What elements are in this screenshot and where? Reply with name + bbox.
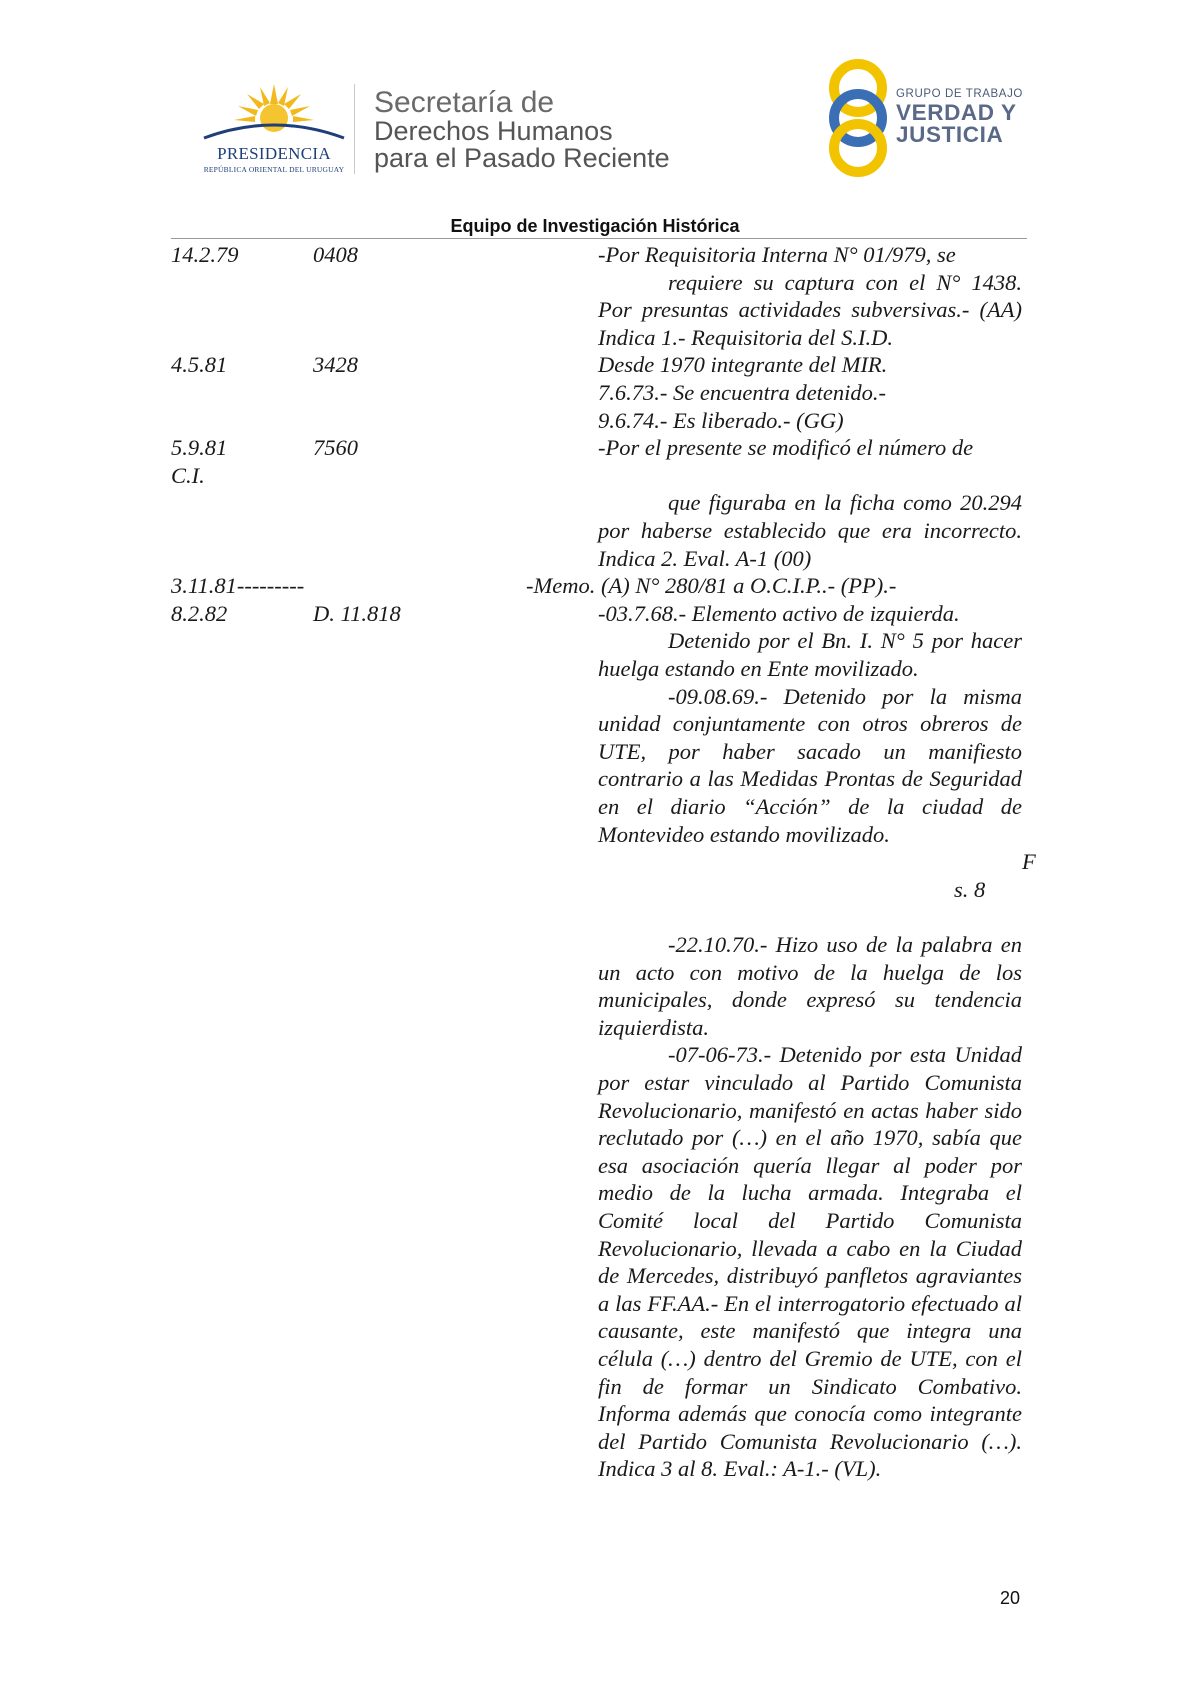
- secretaria-line-1: Secretaría de: [374, 86, 555, 119]
- record-date: 3.11.81---------: [171, 573, 305, 599]
- record-description-wrap: C.I.: [171, 462, 205, 488]
- record-date: 4.5.81: [171, 352, 228, 378]
- record-description-first-line: -Por Requisitoria Interna N° 01/979, se: [598, 242, 956, 267]
- record-number: 0408: [313, 242, 358, 267]
- record-number: D. 11.818: [313, 600, 401, 626]
- record-description: [598, 489, 1022, 572]
- folio-marker-f: F: [1022, 849, 1036, 874]
- page-number: 20: [1000, 1588, 1021, 1608]
- secretaria-line-3: para el Pasado Reciente: [374, 143, 670, 173]
- record-description-text: requiere su captura con el N° 1438. Por presuntas actividades subversivas.- (AA) Indica 1.- Requisitoria del S.I.D.: [598, 269, 1022, 350]
- record-date: 14.2.79: [171, 242, 239, 267]
- record-paragraph: [598, 1041, 1022, 1483]
- secretaria-line-2: Derechos Humanos: [374, 116, 613, 146]
- section-title: Equipo de Investigación Histórica: [450, 216, 740, 236]
- record-description-line: 7.6.73.- Se encuentra detenido.-: [598, 380, 887, 405]
- record-paragraph-text: Detenido por el Bn. I. N° 5 por hacer huelga estando en Ente movilizado.: [598, 628, 1022, 681]
- verdad-justicia-title: [896, 102, 1017, 146]
- header-rule: [171, 238, 1027, 239]
- sun-emblem-icon: [198, 82, 350, 144]
- justicia-label: JUSTICIA: [896, 122, 1004, 147]
- record-description-text: que figuraba en la ficha como 20.294 por haberse establecido que era incorrecto. Indica 2. Eval. A-1 (00): [598, 490, 1022, 571]
- record-paragraph-text: -22.10.70.- Hizo uso de la palabra en un acto con motivo de la huelga de los municipales, donde expresó su tendencia izquierdista.: [598, 932, 1022, 1040]
- header-divider: [354, 84, 355, 174]
- record-paragraph-text: -09.08.69.- Detenido por la misma unidad conjuntamente con otros obreros de UTE, por haber sacado un manifiesto contrario a las Medidas Prontas de Seguridad en el diario “Acción” de la ciudad de Montevideo estando movilizado.: [598, 683, 1022, 847]
- grupo-trabajo-label: GRUPO DE TRABAJO: [896, 88, 1023, 100]
- record-description: [598, 269, 1022, 352]
- record-description-line: 9.6.74.- Es liberado.- (GG): [598, 407, 844, 433]
- presidencia-name: PRESIDENCIA: [217, 144, 331, 163]
- record-paragraph: [598, 683, 1022, 849]
- record-number: 3428: [313, 352, 358, 378]
- record-description: -Memo. (A) N° 280/81 a O.C.I.P..- (PP).-: [526, 573, 897, 599]
- record-date: 5.9.81: [171, 435, 228, 461]
- record-paragraph-text: -07-06-73.- Detenido por esta Unidad por estar vinculado al Partido Comunista Revolucionario, manifestó en actas haber sido reclutado por (…) en el año 1970, sabía que esa asociación quería llegar al poder por medio de la lucha armada. Integraba el Comité local del Partido Comunista Revolucionario, llevada a cabo en la Ciudad de Mercedes, distribuyó panfletos agraviantes a las FF.AA.- En el interrogatorio efectuado al causante, este manifestó que integra una célula (…) dentro del Gremio de UTE, con el fin de formar un Sindicato Combativo. Informa además que conocía como integrante del Partido Comunista Revolucionario (…). Indica 3 al 8. Eval.: A-1.- (VL).: [598, 1042, 1022, 1482]
- presidencia-logo: [198, 82, 350, 178]
- record-number: 7560: [313, 435, 358, 461]
- secretaria-logo-text: [374, 88, 670, 172]
- record-description-line: Desde 1970 integrante del MIR.: [598, 352, 888, 378]
- rings-icon: [822, 56, 894, 180]
- folio-marker-page: s. 8: [954, 877, 986, 902]
- record-description-first-line: -03.7.68.- Elemento activo de izquierda.: [598, 600, 960, 626]
- record-paragraph: [598, 627, 1022, 682]
- record-date: 8.2.82: [171, 600, 228, 626]
- verdad-justicia-logo: [822, 56, 1032, 180]
- record-paragraph: [598, 931, 1022, 1041]
- record-description-first-line: -Por el presente se modificó el número de: [598, 435, 974, 461]
- presidencia-subtitle: REPÚBLICA ORIENTAL DEL URUGUAY: [203, 165, 345, 174]
- verdad-label: VERDAD Y: [896, 100, 1017, 125]
